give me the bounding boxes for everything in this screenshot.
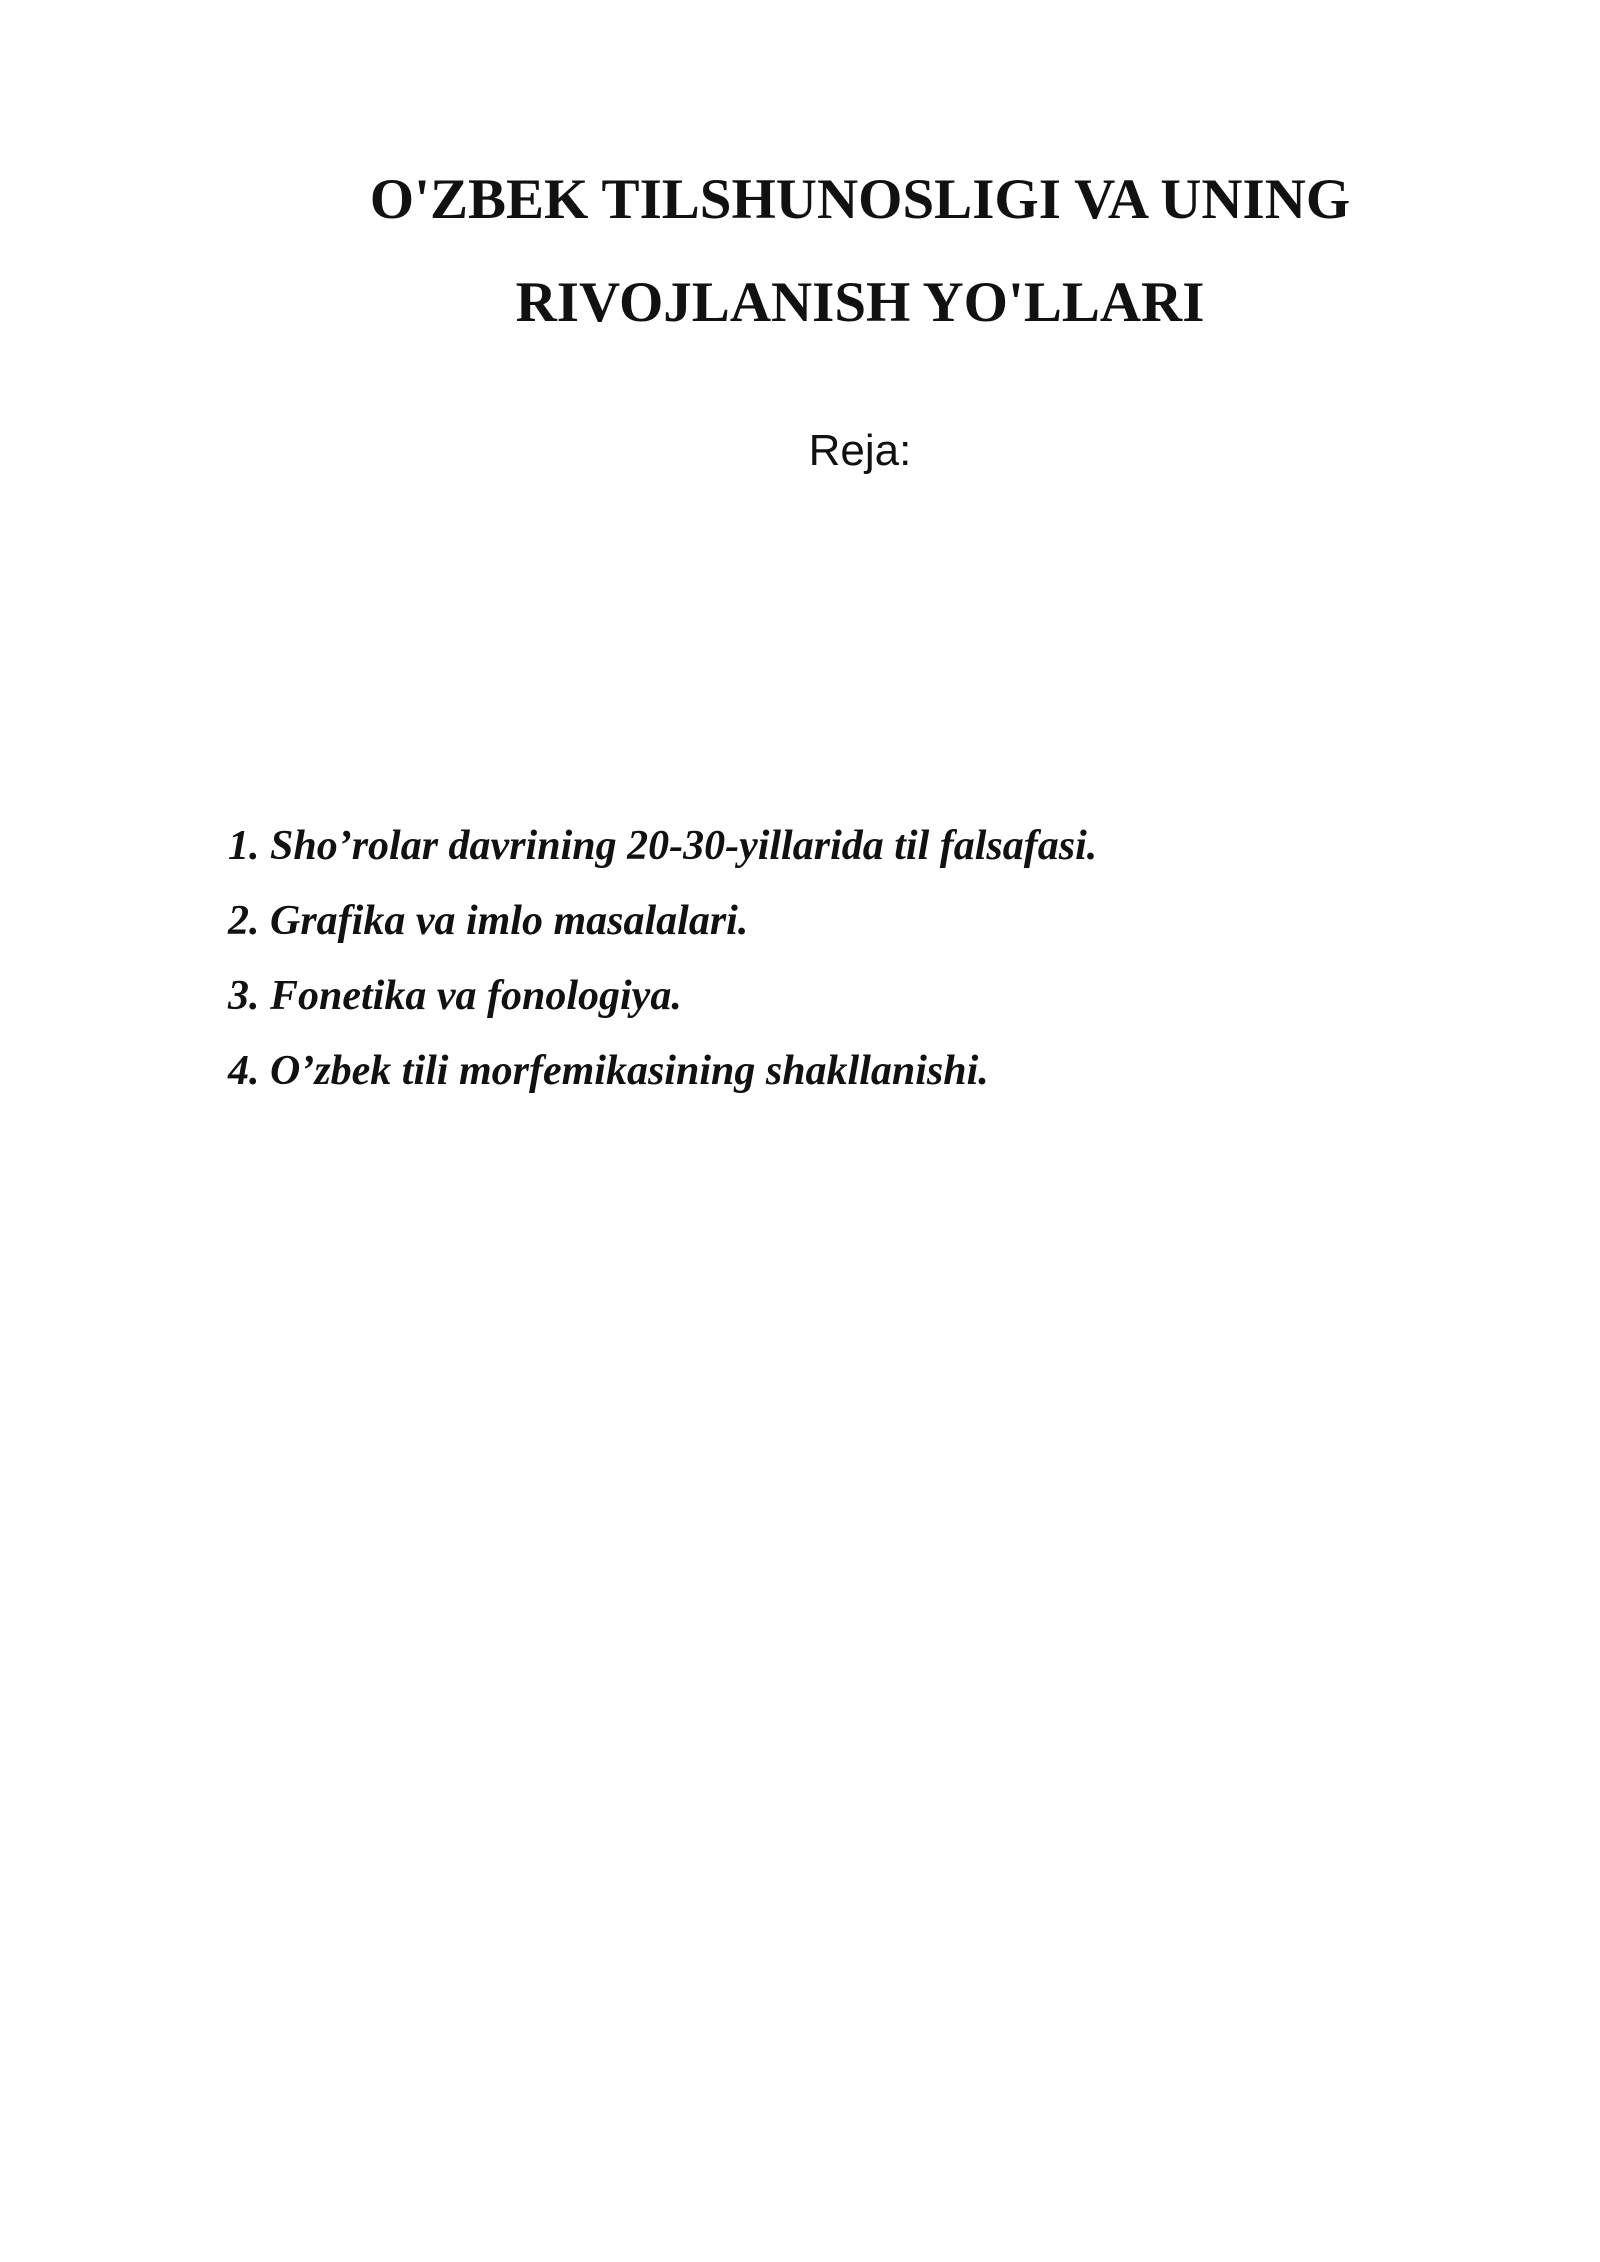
plan-heading: Reja: xyxy=(808,426,912,475)
plan-item: 2. Grafika va imlo masalalari. xyxy=(228,898,749,944)
plan-item: 1. Sho’rolar davrining 20-30-yillarida til falsafasi. xyxy=(228,823,1098,869)
page-title xyxy=(0,148,1600,354)
title-line-2: RIVOJLANISH YO'LLARI xyxy=(515,271,1205,334)
plan-list xyxy=(228,816,1097,1116)
plan-item: 3. Fonetika va fonologiya. xyxy=(228,973,682,1019)
plan-item: 4. O’zbek tili morfemikasining shakllanishi. xyxy=(228,1048,989,1094)
title-line-1: O'ZBEK TILSHUNOSLIGI VA UNING xyxy=(369,168,1351,231)
